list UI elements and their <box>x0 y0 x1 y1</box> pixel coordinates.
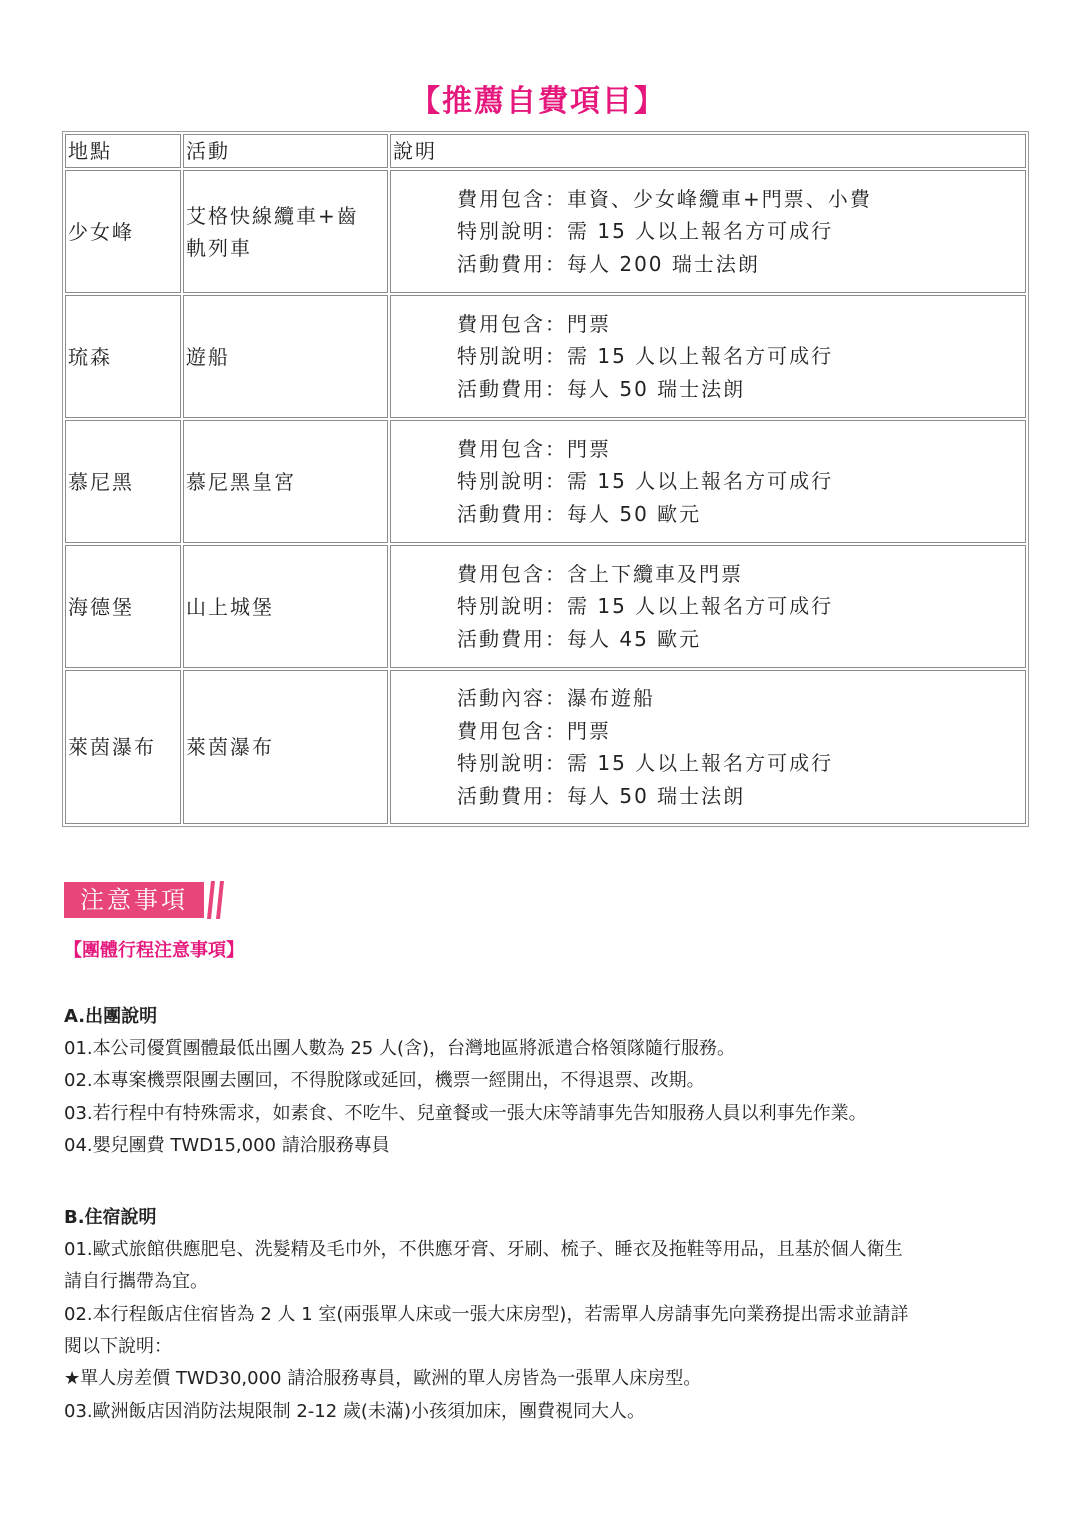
cell-description <box>390 420 1026 543</box>
desc-line: 特別說明：需 15 人以上報名方可成行 <box>457 469 834 494</box>
desc-line: 費用包含：含上下纜車及門票 <box>457 561 743 586</box>
note-line: ★單人房差價 TWD30,000 請洽服務專員，歐洲的單人房皆為一張單人床房型。 <box>64 1368 702 1390</box>
desc-line: 費用包含：車資、少女峰纜車+門票、小費 <box>457 186 872 211</box>
cell-description <box>390 170 1026 293</box>
desc-line: 費用包含：門票 <box>457 718 611 743</box>
note-line: 02.本行程飯店住宿皆為 2 人 1 室(兩張單人床或一張大床房型)，若需單人房請事先向業務提出需求並請詳 <box>64 1303 909 1325</box>
note-line: 03.歐洲飯店因消防法規限制 2-12 歲(未滿)小孩須加床，團費視同大人。 <box>64 1400 645 1422</box>
note-line: 03.若行程中有特殊需求，如素食、不吃牛、兒童餐或一張大床等請事先告知服務人員以利事先作業。 <box>64 1102 867 1124</box>
desc-line: 特別說明：需 15 人以上報名方可成行 <box>457 594 834 619</box>
cell-place: 萊茵瀑布 <box>65 670 181 824</box>
desc-line: 活動費用：每人 200 瑞士法朗 <box>457 251 760 276</box>
header-place: 地點 <box>65 134 181 168</box>
section-heading: A.出團說明 <box>64 1006 158 1027</box>
cell-activity: 山上城堡 <box>183 545 388 668</box>
desc-line: 特別說明：需 15 人以上報名方可成行 <box>457 219 834 244</box>
section-gap <box>64 1162 1034 1202</box>
table-row <box>65 295 1026 418</box>
notice-subtitle: 【團體行程注意事項】 <box>64 940 244 961</box>
desc-line: 活動費用：每人 45 歐元 <box>457 626 702 651</box>
desc-line: 活動費用：每人 50 歐元 <box>457 501 702 526</box>
table-row <box>65 670 1026 824</box>
cell-place: 慕尼黑 <box>65 420 181 543</box>
table-header-row <box>65 134 1026 168</box>
optional-tours-table <box>62 131 1029 827</box>
cell-description <box>390 545 1026 668</box>
cell-activity: 萊茵瀑布 <box>183 670 388 824</box>
table-row <box>65 170 1026 293</box>
desc-line: 特別說明：需 15 人以上報名方可成行 <box>457 751 834 775</box>
cell-activity: 遊船 <box>183 295 388 418</box>
cell-place: 琉森 <box>65 295 181 418</box>
desc-line: 特別說明：需 15 人以上報名方可成行 <box>457 344 834 369</box>
desc-line: 活動費用：每人 50 瑞士法朗 <box>457 783 746 808</box>
note-line: 請自行攜帶為宜。 <box>64 1271 208 1293</box>
header-description: 說明 <box>390 134 1026 168</box>
note-line: 01.歐式旅館供應肥皂、洗髮精及毛巾外，不供應牙膏、牙刷、梳子、睡衣及拖鞋等用品，且基於個人衛生 <box>64 1239 903 1261</box>
desc-line: 費用包含：門票 <box>457 436 611 461</box>
desc-line: 活動內容：瀑布遊船 <box>457 686 655 710</box>
table-row <box>65 545 1026 668</box>
note-line: 02.本專案機票限團去團回，不得脫隊或延回，機票一經開出，不得退票、改期。 <box>64 1070 705 1092</box>
header-activity: 活動 <box>183 134 388 168</box>
double-slash-icon <box>206 881 226 919</box>
cell-activity: 慕尼黑皇宮 <box>183 420 388 543</box>
page-title: 【推薦自費項目】 <box>410 84 666 119</box>
desc-line: 費用包含：門票 <box>457 311 611 336</box>
section-heading: B.住宿說明 <box>64 1207 157 1229</box>
desc-line: 活動費用：每人 50 瑞士法朗 <box>457 376 746 401</box>
notice-body <box>64 1001 1034 1428</box>
table-row <box>65 420 1026 543</box>
note-line: 01.本公司優質團體最低出團人數為 25 人(含)，台灣地區將派遣合格領隊隨行服務。 <box>64 1038 736 1059</box>
note-line: 閱以下說明： <box>64 1336 172 1358</box>
note-line: 04.嬰兒團費 TWD15,000 請洽服務專員 <box>64 1134 390 1156</box>
cell-description <box>390 670 1026 824</box>
cell-place: 海德堡 <box>65 545 181 668</box>
notice-tag: 注意事項 <box>64 882 204 918</box>
cell-activity: 艾格快線纜車+齒 軌列車 <box>183 170 388 293</box>
cell-description <box>390 295 1026 418</box>
cell-place: 少女峰 <box>65 170 181 293</box>
